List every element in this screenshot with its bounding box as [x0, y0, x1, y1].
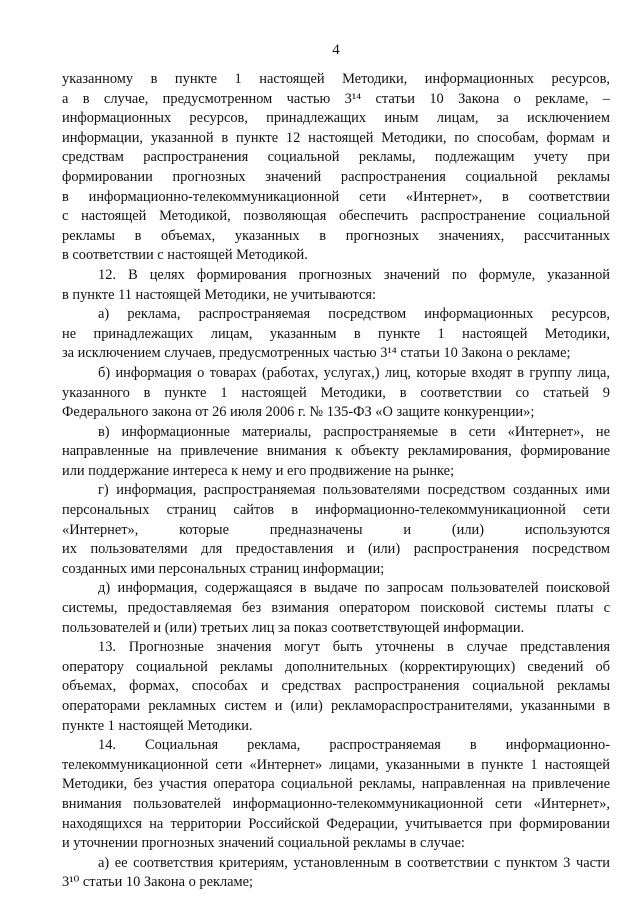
paragraph-p-12b: [62, 364, 610, 423]
text-line: телекоммуникационной сети «Интернет» лицами, указанными в пункте 1 настоящей: [62, 756, 610, 773]
text-line: находящихся на территории Российской Федерации, учитывается при формировании: [62, 815, 610, 832]
text-line: указанному в пункте 1 настоящей Методики, информационных ресурсов,: [62, 71, 610, 87]
paragraph-p-12d: [62, 579, 610, 638]
paragraph-p-continuation: [62, 70, 610, 266]
text-line: в) информационные материалы, распространяемые в сети «Интернет», не: [98, 423, 610, 440]
text-line: или поддержание интереса к нему и его продвижение на рынке;: [62, 462, 455, 479]
text-line: в соответствии с настоящей Методикой.: [62, 247, 308, 264]
text-line: а) ее соответствия критериям, установленным в соответствии с пунктом 3 части: [98, 854, 610, 871]
text-line: направленные на привлечение внимания к объекту рекламирования, формирование: [62, 443, 610, 460]
paragraph-p-12g: [62, 481, 610, 579]
paragraph-p-12v: [62, 423, 610, 482]
text-line: за исключением случаев, предусмотренных частью 3¹⁴ статьи 10 Закона о рекламе;: [62, 345, 571, 362]
text-line: в пункте 11 настоящей Методики, не учитываются:: [62, 286, 376, 303]
text-line: не принадлежащих лицам, указанным в пункте 1 настоящей Методики,: [62, 325, 610, 342]
text-line: внимания пользователей информационно-телекоммуникационной сети «Интернет»,: [62, 795, 610, 812]
text-line: г) информация, распространяемая пользователями посредством созданных ими: [98, 482, 610, 499]
text-line: указанного в пункте 1 настоящей Методики, в соответствии со статьей 9: [62, 384, 610, 401]
text-line: 12. В целях формирования прогнозных значений по формуле, указанной: [98, 266, 610, 283]
text-line: операторами рекламных систем и (или) рекламораспространителями, указанными в: [62, 698, 610, 714]
text-line: формировании прогнозных значений распространения социальной рекламы: [62, 168, 610, 185]
document-page: [62, 40, 610, 893]
text-line: Федерального закона от 26 июля 2006 г. № 135-ФЗ «О защите конкуренции»;: [62, 404, 535, 421]
text-line: 14. Социальная реклама, распространяемая в информационно-: [98, 737, 610, 754]
text-line: информации, указанной в пункте 12 настоящей Методики, по способам, формам и: [62, 129, 610, 146]
page-number: 4: [332, 42, 340, 58]
text-line: д) информация, содержащаяся в выдаче по запросам пользователей поисковой: [98, 580, 610, 597]
text-line: с настоящей Методикой, позволяющая обеспечить распространение социальной: [62, 208, 610, 225]
paragraph-p-14: [62, 736, 610, 854]
text-line: Методики, без участия оператора социальной рекламы, направленная на привлечение: [62, 776, 610, 793]
text-line: их пользователями для предоставления и (или) распространения посредством: [62, 541, 610, 558]
text-line: пользователей и (или) третьих лиц за показ соответствующей информации.: [62, 619, 525, 636]
text-line: в информационно-телекоммуникационной сети «Интернет», в соответствии: [62, 188, 610, 205]
text-line: а в случае, предусмотренном частью 3¹⁴ статьи 10 Закона о рекламе, –: [62, 90, 610, 107]
text-line: рекламы в объемах, указанных в прогнозных значениях, рассчитанных: [62, 227, 610, 244]
text-line: 13. Прогнозные значения могут быть уточнены в случае представления: [98, 639, 610, 656]
text-line: 3¹⁰ статьи 10 Закона о рекламе;: [62, 874, 254, 891]
text-line: средствам распространения социальной рекламы, подлежащим учету при: [62, 149, 610, 166]
paragraph-p-12a: [62, 305, 610, 364]
paragraph-p-13: [62, 638, 610, 736]
text-line: созданных ими персональных страниц информации;: [62, 560, 385, 577]
paragraph-p-14a: [62, 854, 610, 893]
paragraph-p-12: [62, 266, 610, 305]
text-line: а) реклама, распространяемая посредством информационных ресурсов,: [98, 306, 610, 323]
text-line: системы, предоставляемая без взимания оператором поисковой системы платы с: [62, 600, 610, 617]
text-line: б) информация о товарах (работах, услугах,) лиц, которые входят в группу лица,: [98, 364, 610, 381]
text-line: оператору социальной рекламы дополнительных (корректирующих) сведений об: [62, 658, 610, 675]
text-line: персональных страниц сайтов в информационно-телекоммуникационной сети: [62, 502, 610, 519]
text-line: информационных ресурсов, принадлежащих иным лицам, за исключением: [62, 110, 610, 127]
text-line: «Интернет», которые предназначены и (или) используются: [62, 521, 610, 538]
document-body: [62, 70, 610, 893]
text-line: пункте 1 настоящей Методики.: [62, 717, 253, 734]
text-line: объемах, формах, способах и средствах распространения социальной рекламы: [62, 678, 610, 695]
text-line: и уточнении прогнозных значений социальной рекламы в случае:: [62, 835, 465, 852]
